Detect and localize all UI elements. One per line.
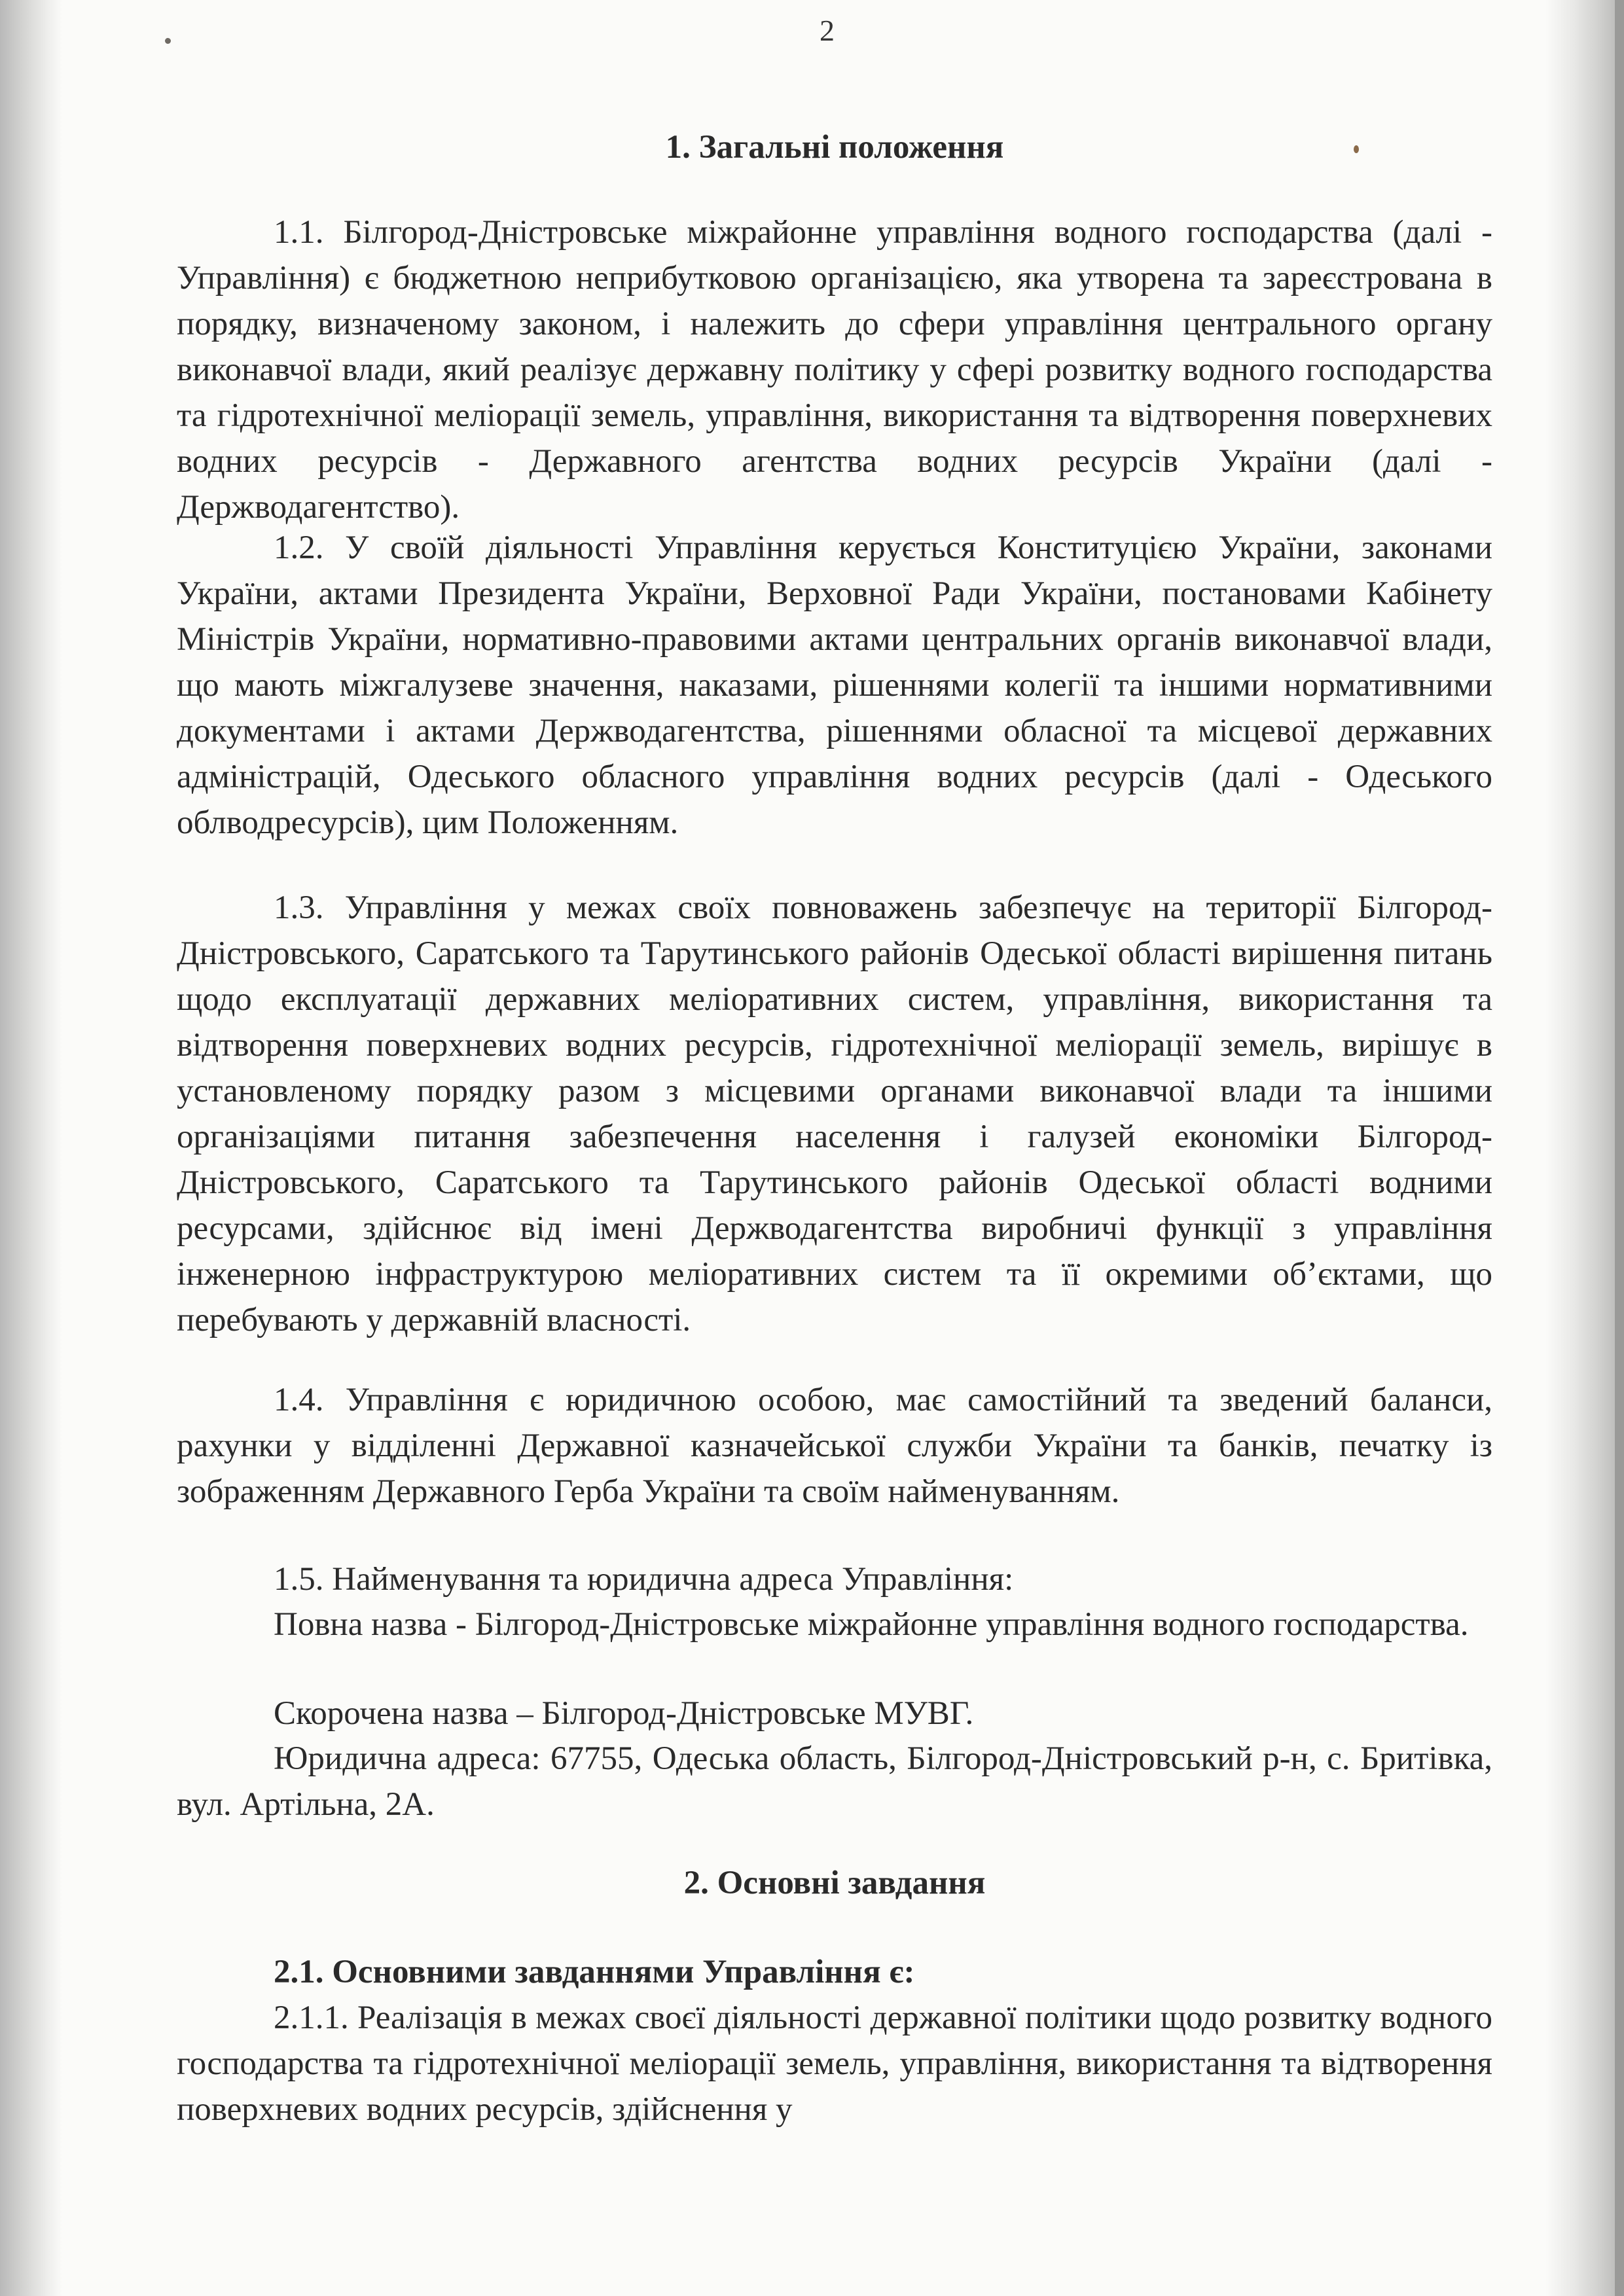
paragraph-1-5: 1.5. Найменування та юридична адреса Управління: <box>274 1561 1014 1598</box>
paragraph-1-2: 1.2. У своїй діяльності Управління керується Конституцією України, законами України, актами Президента України, Верховної Ради України, постановами Кабінету Міністрів України, нормативно-правовими актами центральних органів виконавчої влади, що мають міжгалузеве значення, наказами, рішеннями колегії та іншими нормативними документами і актами Держводагентства, рішеннями обласної та місцевої державних адміністрацій, Одеського обласного управління водних ресурсів (далі - Одеського облводресурсів), цим Положенням. <box>177 529 1492 841</box>
page-number: 2 <box>820 14 835 47</box>
section-1-heading: 1. Загальні положення <box>665 129 1004 166</box>
section-2-heading: 2. Основні завдання <box>683 1865 986 1901</box>
short-name: Скорочена назва – Білгород-Дністровське МУВГ. <box>274 1695 974 1732</box>
paragraph-1-1: 1.1. Білгород-Дністровське міжрайонне управління водного господарства (далі - Управління) є бюджетною неприбутковою організацією, яка утворена та зареєстрована в порядку, визначеному законом, і належить до сфери управління центрального органу виконавчої влади, який реалізує державну політику у сфері розвитку водного господарства та гідротехнічної меліорації земель, управління, використання та відтворення поверхневих водних ресурсів - Державного агентства водних ресурсів України (далі - Держводагентство). <box>177 214 1492 526</box>
full-name: Повна назва - Білгород-Дністровське міжрайонне управління водного господарства. <box>274 1606 1469 1643</box>
legal-address: Юридична адреса: 67755, Одеська область, Білгород-Дністровський р-н, с. Бритівка, вул. Артільна, 2А. <box>177 1740 1492 1823</box>
scan-speck <box>165 38 171 44</box>
scan-shadow-right <box>1545 0 1624 2296</box>
paragraph-2-1-1: 2.1.1. Реалізація в межах своєї діяльності державної політики щодо розвитку водного господарства та гідротехнічної меліорації земель, управління, використання та відтворення поверхневих водних ресурсів, здійснення у <box>177 2000 1492 2128</box>
paragraph-1-4: 1.4. Управління є юридичною особою, має самостійний та зведений баланси, рахунки у відділенні Державної казначейської служби України та банків, печатку із зображенням Державного Герба України та своїм найменуванням. <box>177 1382 1492 1510</box>
scan-shadow-left <box>0 0 62 2296</box>
paragraph-2-1: 2.1. Основними завданнями Управління є: <box>274 1954 915 1990</box>
paragraph-1-3: 1.3. Управління у межах своїх повноважень забезпечує на території Білгород-Дністровського, Саратського та Тарутинського районів Одеської області вирішення питань щодо експлуатації державних меліоративних систем, управління, використання та відтворення поверхневих водних ресурсів, гідротехнічної меліорації земель, вирішує в установленому порядку разом з місцевими органами виконавчої влади та іншими організаціями питання забезпечення населення і галузей економіки Білгород-Дністровського, Саратського та Тарутинського районів Одеської області водними ресурсами, здійснює від імені Держводагентства виробничі функції з управління інженерною інфраструктурою меліоративних систем та її окремими об’єктами, що перебувають у державній власності. <box>177 889 1492 1338</box>
scan-edge-right <box>1615 0 1624 2296</box>
